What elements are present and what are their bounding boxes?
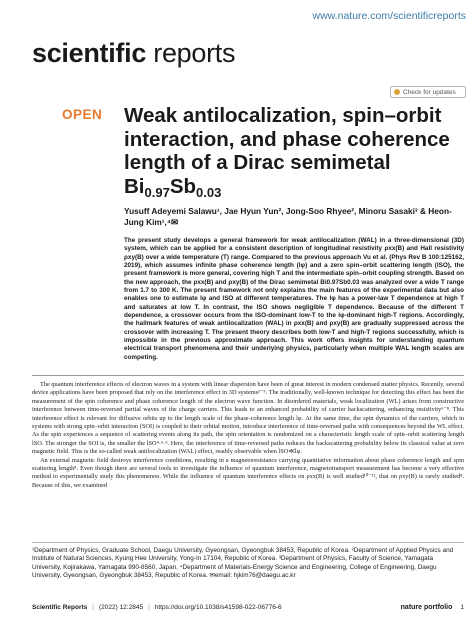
article-title bbox=[124, 104, 464, 204]
title-sub2: 0.03 bbox=[196, 184, 222, 200]
footer-citation: (2022) 12:2845 bbox=[98, 603, 144, 611]
footer-separator: | bbox=[92, 603, 94, 611]
title-sub1: 0.97 bbox=[144, 184, 170, 200]
updates-icon bbox=[394, 89, 400, 95]
check-for-updates-button[interactable] bbox=[390, 86, 466, 98]
top-bar bbox=[0, 0, 474, 28]
journal-logo bbox=[32, 38, 235, 69]
journal-logo-light: reports bbox=[146, 38, 236, 68]
body-paragraph-2: An external magnetic field destroys interference conditions, resulting in a magnetoresistance carrying quantitative information about phase coherence length and spin scattering length⁸. Even though there are several tools to investigate the influence of quantum interference, magnetotransport measurement has become a very effective method to experimentally study this phenomenon. While the influence of quantum interference effects on ρxx(B) is well studied¹⁰⁻¹², that on ρxy(B) is rarely studied⁸. Because of this, we examined bbox=[32, 456, 464, 489]
updates-label: Check for updates bbox=[403, 88, 456, 96]
open-access-label: OPEN bbox=[62, 107, 103, 122]
footer-doi-link[interactable]: https://doi.org/10.1038/s41598-022-06776-6 bbox=[154, 603, 282, 611]
title-mid: Sb bbox=[169, 174, 197, 198]
footer-separator: | bbox=[148, 603, 150, 611]
author-list[interactable]: Yusuff Adeyemi Salawu¹, Jae Hyun Yun², Jong-Soo Rhyee², Minoru Sasaki³ & Heon-Jung Kim¹,⁴✉ bbox=[124, 206, 452, 227]
body-paragraph-1: The quantum interference effects of electron waves in a system with linear dispersion have been of great interest in modern condensed matter physics. Recently, several device applications have been proposed that rely on the interference effect in 3D systems¹⁻⁵. The traditionally, well-known technique for detecting this effect has been the measurement of the spin coherence and phase coherence length of the electron wave function. In disordered materials, weak localization (WL) arises from constructive interference between time-reversed partial waves of the charge carriers. This leads to an enhanced probability of carrier backscattering, enhancing resistivity⁶⁻⁸. This interference effect is relevant for diffusive orbits up to the length scale of the phase-coherence length lφ. At the same time, the spin dynamics of the carriers, which in systems with strong spin–orbit interaction (SOI) is coupled to their orbital motion, introduce interference of time-reversed paths with consequences beyond the WL effect. As the spin experiences a sequence of scattering events along its path, the spin orientation is randomized on a characteristic length scale of spin–orbit scattering length lSO. The stronger the SOI is, the smaller the lSO⁴·⁵·⁹. Here, the interference of time-reversed paths reduces the backscattering probability below its classical value at zero magnetic field. This is the so-called weak antilocalization (WAL) effect, readily observable when lSO≪lφ. bbox=[32, 381, 464, 456]
footer-journal: Scientific Reports bbox=[32, 603, 88, 611]
page-footer bbox=[32, 600, 464, 614]
affiliations: ¹Department of Physics, Graduate School, Daegu University, Gyeongsan, Gyeongbuk 38453, Republic of Korea. ²Department of Applied Physics and Institute of Natural Sciences, Kyung Hee University, Yong-In 17104, Republic of Korea. ³Department of Physics, Faculty of Science, Yamagata University, Kojirakawa, Yamagata 990-8560, Japan. ⁴Department of Materials-Energy Science and Engineering, College of Engineering, Daegu University, Gyeongsan, Gyeongbuk 38453, Republic of Korea. ✉email: hjkim76@daegu.ac.kr bbox=[32, 547, 454, 580]
body-text bbox=[32, 381, 464, 490]
title-main: Weak antilocalization, spin–orbit interaction, and phase coherence length of a Dirac semimetal Bi bbox=[124, 104, 450, 198]
page-number: 1 bbox=[460, 603, 464, 611]
journal-logo-bold: scientific bbox=[32, 38, 147, 68]
abstract: The present study develops a general framework for weak antilocalization (WAL) in a three-dimensional (3D) system, which can be applied for a consistent description of longitudinal resistivity ρxx(B) and Hall resistivity ρxy(B) over a wide temperature (T) range. Compared to the previous approach Vu et al. (Phys Rev B 100:125162, 2019), which assumes infinite phase coherence length (lφ) and a zero spin–orbit scattering length (lSO), the present framework is more general, covering high T and the intermediate spin–orbit coupling strength. Based on the new approach, the ρxx(B) and ρxy(B) of the Dirac semimetal Bi0.97Sb0.03 was analyzed over a wide T range from 1.7 to 300 K. The present framework not only explains the main features of the experimental data but also enables one to estimate lφ and lSO at different temperatures. The lφ has a power-law T dependence at high T and saturates at low T. In contrast, the lSO shows negligible T dependence. Because of the different T dependence, a crossover occurs from the lSO-dominant low-T to the lφ-dominant high-T regions. Accordingly, the hallmark features of weak antilocalization (WAL) in ρxx(B) and ρxy(B) are gradually suppressed across the crossover with increasing T. The present theory describes both low-T and high-T regions successfully, which is impossible in the previous approximate approach. This work offers insights for understanding quantum electrical transport phenomena and their underlying physics, particularly when multiple WAL length scales are competing. bbox=[124, 237, 464, 361]
publisher-logo: nature portfolio bbox=[400, 603, 453, 611]
section-divider bbox=[32, 375, 464, 376]
affiliation-divider bbox=[32, 542, 464, 543]
journal-url[interactable]: www.nature.com/scientificreports bbox=[312, 10, 466, 22]
